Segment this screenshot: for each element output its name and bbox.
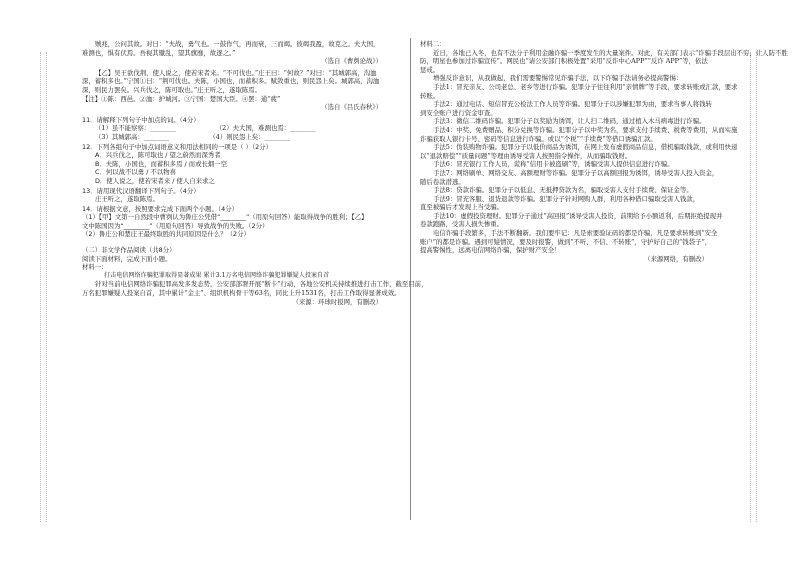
text-line: 手法7：网络刷单、网络交友、高额理财等诈骗。犯罪分子以高额回报为诱饵，诱导受害人投入资金， bbox=[433, 168, 719, 177]
text-line: （1）【甲】文第一自然段中曹刿认为鲁庄公凭借“________”（用原句回答）能取得战争的胜利；【乙】 bbox=[82, 213, 368, 222]
answer-blank-row bbox=[82, 124, 400, 133]
text-line: 以“退款赔偿”“质量问题”等理由诱导受害人按照指令操作，从而骗取钱财。 bbox=[420, 151, 632, 160]
text-line: 文中陈国因为“________”（用原句回答）导致战争的失败。（2分） bbox=[82, 221, 269, 230]
text-line: 电信诈骗手段繁多，手法不断翻新。我们要牢记：凡是索要验证码的都是诈骗，凡是要求转账到“安全 bbox=[433, 229, 718, 238]
text-line: 手法2：通过电话、短信冒充公检法工作人员等诈骗。犯罪分子以涉嫌犯罪为由，要求当事人将钱转 bbox=[433, 100, 712, 109]
text-line: 卷款跑路，受害人损失惨重。 bbox=[420, 220, 504, 229]
text-line: 手法1：冒充亲友、公司老总、老乡等进行诈骗。犯罪分子往往利用“亲情牌”等手段，要求转账或汇款，要求 bbox=[433, 82, 738, 91]
text-line: 手法5：伪装购物诈骗。犯罪分子以低价商品为诱饵，在网上发布虚假商品信息，借机骗取钱款，或利用快递 bbox=[433, 143, 738, 152]
text-line: 手法4：中奖、免费赠品、积分兑换等诈骗。犯罪分子以中奖为名，要求支付手续费、税费等费用，从而实施 bbox=[433, 125, 738, 134]
binding-margin-left bbox=[40, 52, 47, 522]
text-line: B．夫陈，小国也，而蓄积多焉 / 而或长烟一空 bbox=[95, 159, 228, 168]
text-line: 手法3：微信二维码诈骗。犯罪分子以奖励为诱饵，让人扫二维码，通过植入木马病毒进行诈骗。 bbox=[433, 117, 706, 126]
text-line: A．兴兵伐之，陈可取也 / 望之蔚然而深秀者 bbox=[95, 151, 221, 160]
spacer bbox=[82, 239, 400, 245]
text-line: 手法8：贷款诈骗。犯罪分子以低息、无抵押贷款为名，骗取受害人支付手续费、保证金等。 bbox=[433, 186, 693, 195]
text-line: D．使人说之，使若宋者来 / 使人自来求之 bbox=[95, 176, 215, 185]
text-line: 提高警惕性，远离电信网络诈骗，保护财产安全！ bbox=[420, 246, 561, 255]
question-line: 12．下列各组句子中加点词语意义和用法相同的一项是（ ）（2分） bbox=[82, 142, 272, 151]
text-line: 手法6：冒充银行工作人员，谎称“信用卡被盗刷”等，诱骗受害人提供信息进行诈骗。 bbox=[433, 160, 674, 169]
source-note: （选自《吕氏春秋》） bbox=[321, 103, 382, 112]
blank-item: （3）其城郭高：________ bbox=[95, 132, 170, 141]
text-line: 惩戒。 bbox=[420, 65, 440, 74]
text-line: 阅读下面材料，完成下面小题。 bbox=[82, 254, 172, 263]
blank-item: （4）则民怨上矣：________ bbox=[209, 132, 291, 141]
text-line: 针对当前电信网络诈骗犯罪高发多发态势，公安部部署开展“断卡”行动，各地公安机关持续推进打击工作，截至目前， bbox=[95, 280, 428, 289]
text-line: 近日，各地已入冬，也有不法分子利用金融诈骗一季度发生的大量案件。对此，有关部门表示“诈骗手段层出不穷，让人防不胜 bbox=[433, 48, 788, 57]
text-line: 随后卷款潜逃。 bbox=[420, 177, 465, 186]
text-line: 直至被骗后才发现上当受骗。 bbox=[420, 203, 504, 212]
text-line: C．何以战不以勇 / 不以物喜 bbox=[95, 168, 176, 177]
text-line: 深，则民力罢矣。兴兵伐之，陈可取也。”庄王听之，遂取陈焉。 bbox=[82, 85, 262, 94]
text-line: 难测也，惧有伏焉。吾视其辙乱，望其旗靡，故逐之。” bbox=[82, 48, 236, 57]
text-line: 深，蓄积多也。”宁国①曰：“荆可伐也。夫陈，小国也，而蓄积多。赋敛重也，则民怨上矣。城郭高，沟洫 bbox=[82, 77, 380, 86]
blank-item: （2）夫大国，难测也焉：________ bbox=[215, 124, 316, 133]
column-divider bbox=[410, 38, 411, 520]
text-line: 【注】①陈：西邑。②洫：护城河。③宁国：楚国大臣。④罢：通“疲” bbox=[82, 94, 281, 103]
question-line: 11．请解释下列句子中加点的词。（4分） bbox=[82, 115, 200, 124]
question-line: （二）非文学作品阅读（共8分） bbox=[82, 246, 176, 255]
left-column bbox=[82, 40, 428, 309]
text-line: 转账。 bbox=[420, 91, 440, 100]
text-line: 材料二： bbox=[420, 40, 446, 48]
source-note: （来源：环球时报网，有删改） bbox=[292, 297, 382, 306]
text-line: 诈骗获取人银行卡号、密码等信息进行诈骗。或以“个税”“手续费”等借口诱骗汇款。 bbox=[420, 134, 657, 143]
source-note: （选自《曹刿论战》） bbox=[321, 57, 382, 66]
binding-margin-right bbox=[750, 52, 757, 522]
right-column bbox=[420, 40, 788, 266]
text-line: 手法10：虚假投资理财。犯罪分子通过“高回报”诱导受害人投资，前期给予小额返利，后期拒绝提现并 bbox=[433, 211, 723, 220]
source-note: （来源网络，有删改） bbox=[644, 254, 708, 263]
text-line: 打击电信网络诈骗犯罪取得显著成果 累计3.1万名电信网络诈骗犯罪嫌疑人投案自首 bbox=[104, 271, 330, 279]
text-line: 手法9：冒充客服、退货退款等诈骗。犯罪分子针对网购人群，利用各种借口骗取受害人钱款， bbox=[433, 194, 700, 203]
text-line: 贼兆，公问其故。对曰：“夫战，勇气也。一鼓作气，再而衰，三而竭。彼竭我盈，故克之。夫大国， bbox=[95, 40, 380, 48]
text-line: （2）鲁庄公和楚庄王最终取胜的共同原因是什么？（2分） bbox=[82, 230, 250, 239]
question-line: 13．请用现代汉语翻译下列句子。（4分） bbox=[82, 186, 200, 195]
text-line: 到安全账户进行资金审查。 bbox=[420, 108, 497, 117]
text-line: 防，明星也参加过诈骗宣传”。网民也“请公安部门积极处置”采用“反诈中心APP”“反诈 APP”等，依法 bbox=[420, 57, 708, 66]
text-line: 增强反诈意识，从我做起，我们需要警惕常见诈骗手法，以下诈骗手法请务必提高警惕： bbox=[433, 74, 683, 83]
question-line: 14．请根据文意，按照要求完成下面两个小题。（4分） bbox=[82, 204, 238, 213]
text-line: 【乙】吴王欲伐荆，使人说之，使若宋者来。“不可伐也。”庄王曰：“何故？”对曰：“其城郭高，沟洫 bbox=[95, 68, 377, 77]
answer-blank-row bbox=[82, 133, 400, 142]
blank-item: （1）虽不能察察：________ bbox=[95, 124, 176, 133]
text-line: 庄王听之，遂取陈焉。 bbox=[95, 195, 159, 204]
text-line: 万名犯罪嫌疑人投案自首，其中累计“金主”、组织机构骨干等63名，同比上升1531名，打击工作取得显著成效。 bbox=[82, 289, 401, 298]
text-line: 账户”的都是诈骗。遇到可疑情况，要及时报警，做到“不听、不信、不转账”，守护好自己的“钱袋子”， bbox=[420, 237, 712, 246]
text-line: 材料一： bbox=[82, 263, 108, 272]
